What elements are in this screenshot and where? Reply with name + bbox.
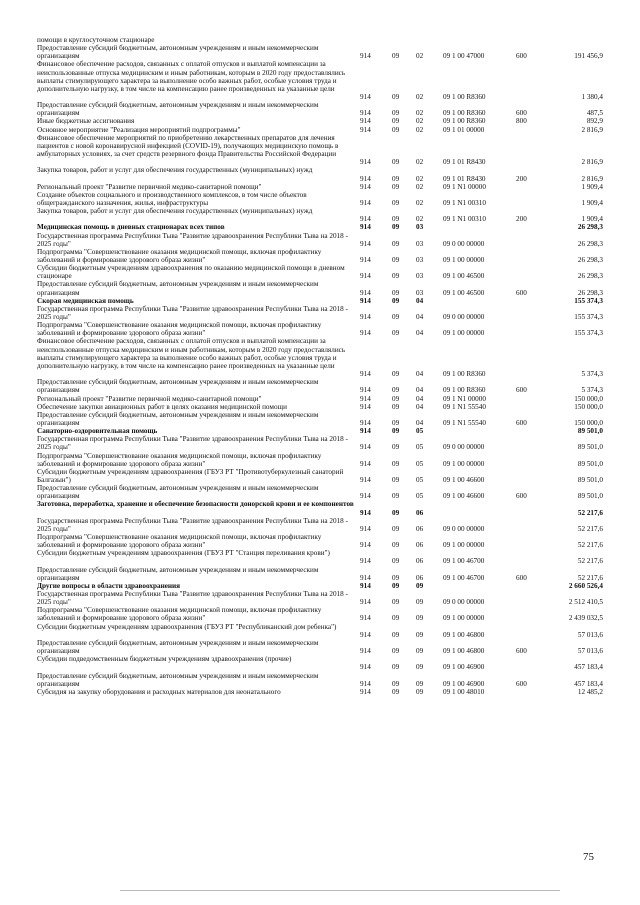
row-subsection: 09 xyxy=(416,679,424,688)
row-amount: 457 183,4 xyxy=(574,663,603,672)
row-subsection: 05 xyxy=(416,475,424,484)
row-amount: 1 909,4 xyxy=(581,215,603,224)
row-description: Подпрограмма "Совершенствование оказания медицинской помощи, включая профилактику заболеваний и формирование здорового образа жизни" xyxy=(37,606,322,623)
row-description: Предоставление субсидий бюджетным, автономным учреждениям и иным некоммерческим организациям xyxy=(37,280,319,297)
row-subsection: 06 xyxy=(416,541,424,550)
row-amount: 150 000,0 xyxy=(574,394,603,403)
row-section: 09 xyxy=(392,524,400,533)
row-section: 09 xyxy=(392,508,400,517)
row-subsection: 09 xyxy=(416,687,424,696)
row-amount: 155 374,3 xyxy=(574,329,603,338)
row-description: Предоставление субсидий бюджетным, автономным учреждениям и иным некоммерческим организациям xyxy=(37,484,319,501)
row-target-code: 09 1 00 46500 xyxy=(443,288,485,297)
row-description: Основное мероприятие "Реализация мероприятий подпрограммы" xyxy=(37,125,241,134)
row-subsection: 09 xyxy=(416,581,424,590)
row-amount: 57 013,6 xyxy=(577,647,603,656)
row-section: 09 xyxy=(392,93,400,102)
row-subsection: 06 xyxy=(416,524,424,533)
row-target-code: 09 1 00 R8360 xyxy=(443,109,486,118)
row-expense-type: 200 xyxy=(516,174,527,183)
table-row xyxy=(0,606,640,622)
row-description: Субсидии бюджетным учреждениям здравоохранения по оказанию медицинской помощи в дневном стационаре xyxy=(37,264,345,281)
row-ministry-code: 914 xyxy=(360,418,371,427)
row-target-code: 09 1 00 00000 xyxy=(443,329,485,338)
row-amount: 1 909,4 xyxy=(581,198,603,207)
row-target-code: 09 1 00 46700 xyxy=(443,573,485,582)
row-description: Финансовое обеспечение мероприятий по приобретению лекарственных препаратов для лечения пациентов с новой коронавирусной инфекцией (COVID-19), получающих медицинскую помощь в амбулаторных условиях, за счет средств резервного фонда Правительства Российской Федерации xyxy=(37,133,339,159)
table-row xyxy=(0,403,640,411)
row-description: Финансовое обеспечение расходов, связанных с оплатой отпусков и выплатой компенсации за неиспользованные отпуска медицинским и иным работникам, которым в 2020 году предоставлялись выплаты стимулирующего характера за выполнение особо важных работ, особые условия труда и дополнительную нагрузку, в том числе на компенсацию ранее произведенных на указанные цели xyxy=(37,337,346,370)
row-ministry-code: 914 xyxy=(360,394,371,403)
table-row xyxy=(0,207,640,223)
row-ministry-code: 914 xyxy=(360,573,371,582)
row-ministry-code: 914 xyxy=(360,174,371,183)
table-row xyxy=(0,672,640,688)
row-amount: 191 456,9 xyxy=(574,52,603,61)
table-row xyxy=(0,533,640,549)
row-description: Заготовка, переработка, хранение и обеспечение безопасности донорской крови и ее компонентов xyxy=(37,500,354,509)
row-section: 09 xyxy=(392,158,400,167)
table-row xyxy=(0,582,640,590)
row-section: 09 xyxy=(392,614,400,623)
table-row xyxy=(0,452,640,468)
row-target-code: 09 1 N1 00310 xyxy=(443,215,486,224)
row-ministry-code: 914 xyxy=(360,663,371,672)
row-ministry-code: 914 xyxy=(360,329,371,338)
row-subsection: 02 xyxy=(416,215,424,224)
row-target-code: 09 0 00 00000 xyxy=(443,313,485,321)
table-row xyxy=(0,655,640,671)
row-ministry-code: 914 xyxy=(360,52,371,61)
row-ministry-code: 914 xyxy=(360,630,371,639)
row-ministry-code: 914 xyxy=(360,679,371,688)
row-description: Подпрограмма "Совершенствование оказания медицинской помощи, включая профилактику заболеваний и формирование здорового образа жизни" xyxy=(37,451,322,468)
row-ministry-code: 914 xyxy=(360,223,371,232)
row-subsection: 06 xyxy=(416,573,424,582)
row-description: Субсидия на закупку оборудования и расходных материалов для неонатального xyxy=(37,687,281,696)
row-subsection: 02 xyxy=(416,125,424,134)
row-description: Государственная программа Республики Тыва "Развитие здравоохранения Республики Тыва на 2018 - 2025 годы" xyxy=(37,590,348,607)
row-description: Государственная программа Республики Тыва "Развитие здравоохранения Республики Тыва на 2018 - 2025 годы" xyxy=(37,516,348,533)
row-description: Подпрограмма "Совершенствование оказания медицинской помощи, включая профилактику заболеваний и формирование здорового образа жизни" xyxy=(37,321,322,338)
row-description: Предоставление субсидий бюджетным, автономным учреждениям и иным некоммерческим организациям xyxy=(37,410,319,427)
row-section: 09 xyxy=(392,573,400,582)
row-subsection: 04 xyxy=(416,296,424,305)
row-description: Подпрограмма "Совершенствование оказания медицинской помощи, включая профилактику заболеваний и формирование здорового образа жизни" xyxy=(37,533,322,550)
row-description: Предоставление субсидий бюджетным, автономным учреждениям и иным некоммерческим организациям xyxy=(37,638,319,656)
row-ministry-code: 914 xyxy=(360,459,371,468)
row-ministry-code: 914 xyxy=(360,581,371,590)
row-ministry-code: 914 xyxy=(360,443,371,452)
row-subsection: 02 xyxy=(416,117,424,126)
table-row xyxy=(0,305,640,321)
row-subsection: 09 xyxy=(416,647,424,656)
row-target-code: 09 0 00 00000 xyxy=(443,524,485,533)
row-section: 09 xyxy=(392,492,400,501)
row-ministry-code: 914 xyxy=(360,215,371,224)
row-section: 09 xyxy=(392,125,400,134)
row-section: 09 xyxy=(392,52,400,61)
row-amount: 150 000,0 xyxy=(574,402,603,411)
row-ministry-code: 914 xyxy=(360,427,371,436)
row-description: Государственная программа Республики Тыва "Развитие здравоохранения Республики Тыва на 2018 - 2025 годы" xyxy=(37,231,348,248)
row-expense-type: 600 xyxy=(516,386,527,395)
row-description: Субсидии бюджетным учреждениям здравоохранения (ГБУЗ РТ "Станция переливания крови") xyxy=(37,549,330,558)
table-row xyxy=(0,623,640,639)
table-row xyxy=(0,435,640,451)
table-row xyxy=(0,60,640,101)
row-description: Региональный проект "Развитие первичной медико-санитарной помощи" xyxy=(37,394,262,403)
row-expense-type: 600 xyxy=(516,492,527,501)
table-row xyxy=(0,134,640,167)
row-description: Обеспечение закупки авиационных работ в целях оказания медицинской помощи xyxy=(37,402,287,411)
row-description: Закупка товаров, работ и услуг для обеспечения государственных (муниципальных) нужд xyxy=(37,166,313,175)
row-amount: 89 501,0 xyxy=(577,443,603,452)
row-ministry-code: 914 xyxy=(360,386,371,395)
row-description: Субсидии бюджетным учреждениям здравоохранения (ГБУЗ РТ "Противотуберкулезный санаторий Балгазын") xyxy=(37,467,344,484)
row-amount: 892,9 xyxy=(586,117,603,126)
row-subsection: 09 xyxy=(416,663,424,672)
row-section: 09 xyxy=(392,313,400,321)
row-subsection: 09 xyxy=(416,598,424,607)
table-row xyxy=(0,248,640,264)
row-amount: 487,5 xyxy=(586,109,603,118)
row-ministry-code: 914 xyxy=(360,508,371,517)
row-section: 09 xyxy=(392,109,400,118)
row-subsection: 03 xyxy=(416,288,424,297)
row-subsection: 05 xyxy=(416,443,424,452)
row-section: 09 xyxy=(392,427,400,436)
row-description: помощи в круглосуточном стационаре xyxy=(37,36,155,44)
row-section: 09 xyxy=(392,679,400,688)
row-amount: 2 816,9 xyxy=(581,125,603,134)
row-description: Санаторно-оздоровительная помощь xyxy=(37,427,158,436)
row-amount: 52 217,6 xyxy=(577,557,603,566)
row-description: Субсидии бюджетным учреждениям здравоохранения (ГБУЗ РТ "Республиканский дом ребенка") xyxy=(37,622,337,631)
row-ministry-code: 914 xyxy=(360,541,371,550)
table-row xyxy=(0,126,640,134)
row-target-code: 09 1 00 00000 xyxy=(443,614,485,623)
row-amount: 57 013,6 xyxy=(577,630,603,639)
row-subsection: 04 xyxy=(416,313,424,321)
row-subsection: 04 xyxy=(416,370,424,379)
row-ministry-code: 914 xyxy=(360,182,371,191)
table-row xyxy=(0,280,640,296)
row-subsection: 06 xyxy=(416,508,424,517)
row-amount: 89 501,0 xyxy=(577,459,603,468)
row-description: Региональный проект "Развитие первичной медико-санитарной помощи" xyxy=(37,182,262,191)
row-section: 09 xyxy=(392,239,400,248)
row-section: 09 xyxy=(392,198,400,207)
row-target-code: 09 1 00 46700 xyxy=(443,557,485,566)
row-section: 09 xyxy=(392,255,400,264)
row-ministry-code: 914 xyxy=(360,239,371,248)
table-row xyxy=(0,411,640,427)
row-description: Закупка товаров, работ и услуг для обеспечения государственных (муниципальных) нужд xyxy=(37,207,313,216)
row-ministry-code: 914 xyxy=(360,109,371,118)
row-target-code: 09 1 N1 55540 xyxy=(443,418,486,427)
row-description: Предоставление субсидий бюджетным, автономным учреждениям и иным некоммерческим организациям xyxy=(37,44,319,61)
row-description: Государственная программа Республики Тыва "Развитие здравоохранения Республики Тыва на 2018 - 2025 годы" xyxy=(37,304,348,322)
row-target-code: 09 1 00 R8360 xyxy=(443,93,486,102)
row-ministry-code: 914 xyxy=(360,614,371,623)
row-target-code: 09 1 00 46500 xyxy=(443,272,485,281)
row-section: 09 xyxy=(392,402,400,411)
table-row xyxy=(0,549,640,565)
row-target-code: 09 1 00 00000 xyxy=(443,459,485,468)
row-amount: 2 439 032,5 xyxy=(568,614,603,623)
table-row xyxy=(0,223,640,231)
table-row xyxy=(0,517,640,533)
row-amount: 52 217,6 xyxy=(577,573,603,582)
row-section: 09 xyxy=(392,581,400,590)
row-description: Другие вопросы в области здравоохранения xyxy=(37,581,181,590)
row-section: 09 xyxy=(392,329,400,338)
table-row xyxy=(0,297,640,305)
row-section: 09 xyxy=(392,598,400,607)
row-ministry-code: 914 xyxy=(360,125,371,134)
row-ministry-code: 914 xyxy=(360,158,371,167)
row-expense-type: 600 xyxy=(516,109,527,118)
row-subsection: 03 xyxy=(416,255,424,264)
table-row xyxy=(0,468,640,484)
table-row xyxy=(0,639,640,655)
row-description: Субсидии подведомственным бюджетным учреждениям здравоохранения (прочие) xyxy=(37,655,292,664)
row-ministry-code: 914 xyxy=(360,598,371,607)
row-section: 09 xyxy=(392,687,400,696)
row-target-code: 09 1 N1 00000 xyxy=(443,394,486,403)
row-target-code: 09 1 00 R8360 xyxy=(443,386,486,395)
row-amount: 155 374,3 xyxy=(574,296,603,305)
row-expense-type: 200 xyxy=(516,215,527,224)
row-expense-type: 600 xyxy=(516,679,527,688)
row-subsection: 03 xyxy=(416,272,424,281)
row-section: 09 xyxy=(392,288,400,297)
row-ministry-code: 914 xyxy=(360,272,371,281)
row-section: 09 xyxy=(392,370,400,379)
table-row xyxy=(0,484,640,500)
row-ministry-code: 914 xyxy=(360,492,371,501)
row-target-code: 09 0 00 00000 xyxy=(443,598,485,607)
row-description: Финансовое обеспечение расходов, связанных с оплатой отпусков и выплатой компенсации за неиспользованные отпуска медицинским и иным работникам, которым в 2020 году предоставлялись выплаты стимулирующего характера за выполнение особо важных работ, особые условия труда и дополнительную нагрузку, в том числе на компенсацию ранее произведенных на указанные цели xyxy=(37,60,346,93)
table-row xyxy=(0,166,640,182)
table-row xyxy=(0,590,640,606)
row-section: 09 xyxy=(392,223,400,232)
row-amount: 89 501,0 xyxy=(577,475,603,484)
table-row xyxy=(0,321,640,337)
row-amount: 2 660 526,4 xyxy=(568,581,603,590)
table-row xyxy=(0,378,640,394)
row-ministry-code: 914 xyxy=(360,370,371,379)
row-target-code: 09 1 00 46900 xyxy=(443,679,485,688)
row-amount: 52 217,6 xyxy=(577,541,603,550)
row-ministry-code: 914 xyxy=(360,93,371,102)
row-expense-type: 600 xyxy=(516,647,527,656)
row-amount: 26 298,3 xyxy=(577,239,603,248)
row-ministry-code: 914 xyxy=(360,198,371,207)
table-row xyxy=(0,566,640,582)
table-row xyxy=(0,688,640,696)
row-section: 09 xyxy=(392,174,400,183)
table-row xyxy=(0,44,640,60)
row-target-code: 09 1 00 00000 xyxy=(443,541,485,550)
row-expense-type: 600 xyxy=(516,418,527,427)
row-ministry-code: 914 xyxy=(360,557,371,566)
row-amount: 12 485,2 xyxy=(577,687,603,696)
table-row xyxy=(0,36,640,44)
row-subsection: 02 xyxy=(416,198,424,207)
row-subsection: 04 xyxy=(416,402,424,411)
row-target-code: 09 1 N1 55540 xyxy=(443,402,486,411)
row-ministry-code: 914 xyxy=(360,288,371,297)
table-row xyxy=(0,101,640,117)
row-section: 09 xyxy=(392,386,400,395)
row-description: Создание объектов социального и производственного комплексов, в том числе объектов общегражданского назначения, жилья, инфраструктуры xyxy=(37,190,307,207)
row-amount: 26 298,3 xyxy=(577,272,603,281)
row-section: 09 xyxy=(392,443,400,452)
row-subsection: 05 xyxy=(416,459,424,468)
row-expense-type: 600 xyxy=(516,52,527,61)
table-row xyxy=(0,264,640,280)
row-subsection: 09 xyxy=(416,630,424,639)
row-target-code: 09 1 00 46800 xyxy=(443,647,485,656)
row-description: Государственная программа Республики Тыва "Развитие здравоохранения Республики Тыва на 2018 - 2025 годы" xyxy=(37,435,348,452)
row-ministry-code: 914 xyxy=(360,117,371,126)
row-amount: 89 501,0 xyxy=(577,492,603,501)
row-section: 09 xyxy=(392,296,400,305)
row-subsection: 02 xyxy=(416,182,424,191)
row-amount: 1 380,4 xyxy=(581,93,603,102)
row-target-code: 09 0 00 00000 xyxy=(443,239,485,248)
row-subsection: 05 xyxy=(416,427,424,436)
row-section: 09 xyxy=(392,647,400,656)
row-description: Предоставление субсидий бюджетным, автономным учреждениям и иным некоммерческим организациям xyxy=(37,101,319,118)
row-target-code: 09 1 00 47000 xyxy=(443,52,485,61)
row-subsection: 02 xyxy=(416,93,424,102)
row-target-code: 09 1 00 48010 xyxy=(443,687,485,696)
row-section: 09 xyxy=(392,418,400,427)
row-amount: 1 909,4 xyxy=(581,182,603,191)
page-number: 75 xyxy=(583,851,594,863)
row-section: 09 xyxy=(392,630,400,639)
row-description: Предоставление субсидий бюджетным, автономным учреждениям и иным некоммерческим организациям xyxy=(37,671,319,688)
row-amount: 52 217,6 xyxy=(577,524,603,533)
row-section: 09 xyxy=(392,557,400,566)
row-subsection: 04 xyxy=(416,329,424,338)
row-subsection: 02 xyxy=(416,109,424,118)
row-ministry-code: 914 xyxy=(360,687,371,696)
row-amount: 26 298,3 xyxy=(577,223,603,232)
row-expense-type: 600 xyxy=(516,573,527,582)
row-target-code: 09 1 01 00000 xyxy=(443,125,485,134)
row-subsection: 09 xyxy=(416,614,424,623)
row-description: Иные бюджетные ассигнования xyxy=(37,117,135,126)
row-amount: 26 298,3 xyxy=(577,255,603,264)
table-row xyxy=(0,395,640,403)
row-target-code: 09 1 00 R8360 xyxy=(443,370,486,379)
row-section: 09 xyxy=(392,272,400,281)
table-row xyxy=(0,117,640,125)
row-target-code: 09 1 00 00000 xyxy=(443,255,485,264)
row-target-code: 09 1 00 46600 xyxy=(443,492,485,501)
row-ministry-code: 914 xyxy=(360,524,371,533)
row-subsection: 03 xyxy=(416,223,424,232)
table-row xyxy=(0,337,640,378)
row-section: 09 xyxy=(392,459,400,468)
row-description: Предоставление субсидий бюджетным, автономным учреждениям и иным некоммерческим организациям xyxy=(37,565,319,582)
row-subsection: 04 xyxy=(416,394,424,403)
row-amount: 2 816,9 xyxy=(581,158,603,167)
row-target-code: 09 1 00 46800 xyxy=(443,630,485,639)
row-section: 09 xyxy=(392,215,400,224)
row-ministry-code: 914 xyxy=(360,647,371,656)
table-row xyxy=(0,191,640,207)
table-row xyxy=(0,500,640,516)
row-section: 09 xyxy=(392,475,400,484)
row-amount: 457 183,4 xyxy=(574,679,603,688)
row-description: Медицинская помощь в дневных стационарах всех типов xyxy=(37,223,225,232)
row-section: 09 xyxy=(392,541,400,550)
row-ministry-code: 914 xyxy=(360,402,371,411)
row-ministry-code: 914 xyxy=(360,475,371,484)
row-description: Подпрограмма "Совершенствование оказания медицинской помощи, включая профилактику заболеваний и формирование здорового образа жизни" xyxy=(37,247,322,264)
row-target-code: 09 1 N1 00310 xyxy=(443,198,486,207)
row-subsection: 02 xyxy=(416,52,424,61)
table-row xyxy=(0,232,640,248)
row-expense-type: 800 xyxy=(516,117,527,126)
row-amount: 2 512 410,5 xyxy=(568,598,603,607)
row-ministry-code: 914 xyxy=(360,313,371,321)
footer-rule xyxy=(120,890,560,891)
row-target-code: 09 1 01 R8430 xyxy=(443,174,486,183)
row-target-code: 09 1 01 R8430 xyxy=(443,158,486,167)
row-description: Предоставление субсидий бюджетным, автономным учреждениям и иным некоммерческим организациям xyxy=(37,378,319,395)
row-section: 09 xyxy=(392,663,400,672)
row-section: 09 xyxy=(392,394,400,403)
row-description: Скорая медицинская помощь xyxy=(37,296,134,305)
row-amount: 5 374,3 xyxy=(581,370,603,379)
row-target-code: 09 1 00 46600 xyxy=(443,475,485,484)
row-target-code: 09 0 00 00000 xyxy=(443,443,485,452)
row-target-code: 09 1 N1 00000 xyxy=(443,182,486,191)
row-ministry-code: 914 xyxy=(360,255,371,264)
row-amount: 26 298,3 xyxy=(577,288,603,297)
row-expense-type: 600 xyxy=(516,288,527,297)
table-row xyxy=(0,183,640,191)
row-target-code: 09 1 00 46900 xyxy=(443,663,485,672)
row-amount: 2 816,9 xyxy=(581,174,603,183)
row-subsection: 04 xyxy=(416,386,424,395)
row-amount: 5 374,3 xyxy=(581,386,603,395)
row-subsection: 05 xyxy=(416,492,424,501)
row-subsection: 02 xyxy=(416,158,424,167)
row-ministry-code: 914 xyxy=(360,296,371,305)
row-subsection: 02 xyxy=(416,174,424,183)
row-subsection: 06 xyxy=(416,557,424,566)
row-section: 09 xyxy=(392,182,400,191)
budget-table xyxy=(0,36,640,696)
table-row xyxy=(0,427,640,435)
row-subsection: 03 xyxy=(416,239,424,248)
row-target-code: 09 1 00 R8360 xyxy=(443,117,486,126)
row-amount: 155 374,3 xyxy=(574,313,603,321)
row-amount: 89 501,0 xyxy=(577,427,603,436)
row-section: 09 xyxy=(392,117,400,126)
row-subsection: 04 xyxy=(416,418,424,427)
row-amount: 52 217,6 xyxy=(577,508,603,517)
row-amount: 150 000,0 xyxy=(574,418,603,427)
